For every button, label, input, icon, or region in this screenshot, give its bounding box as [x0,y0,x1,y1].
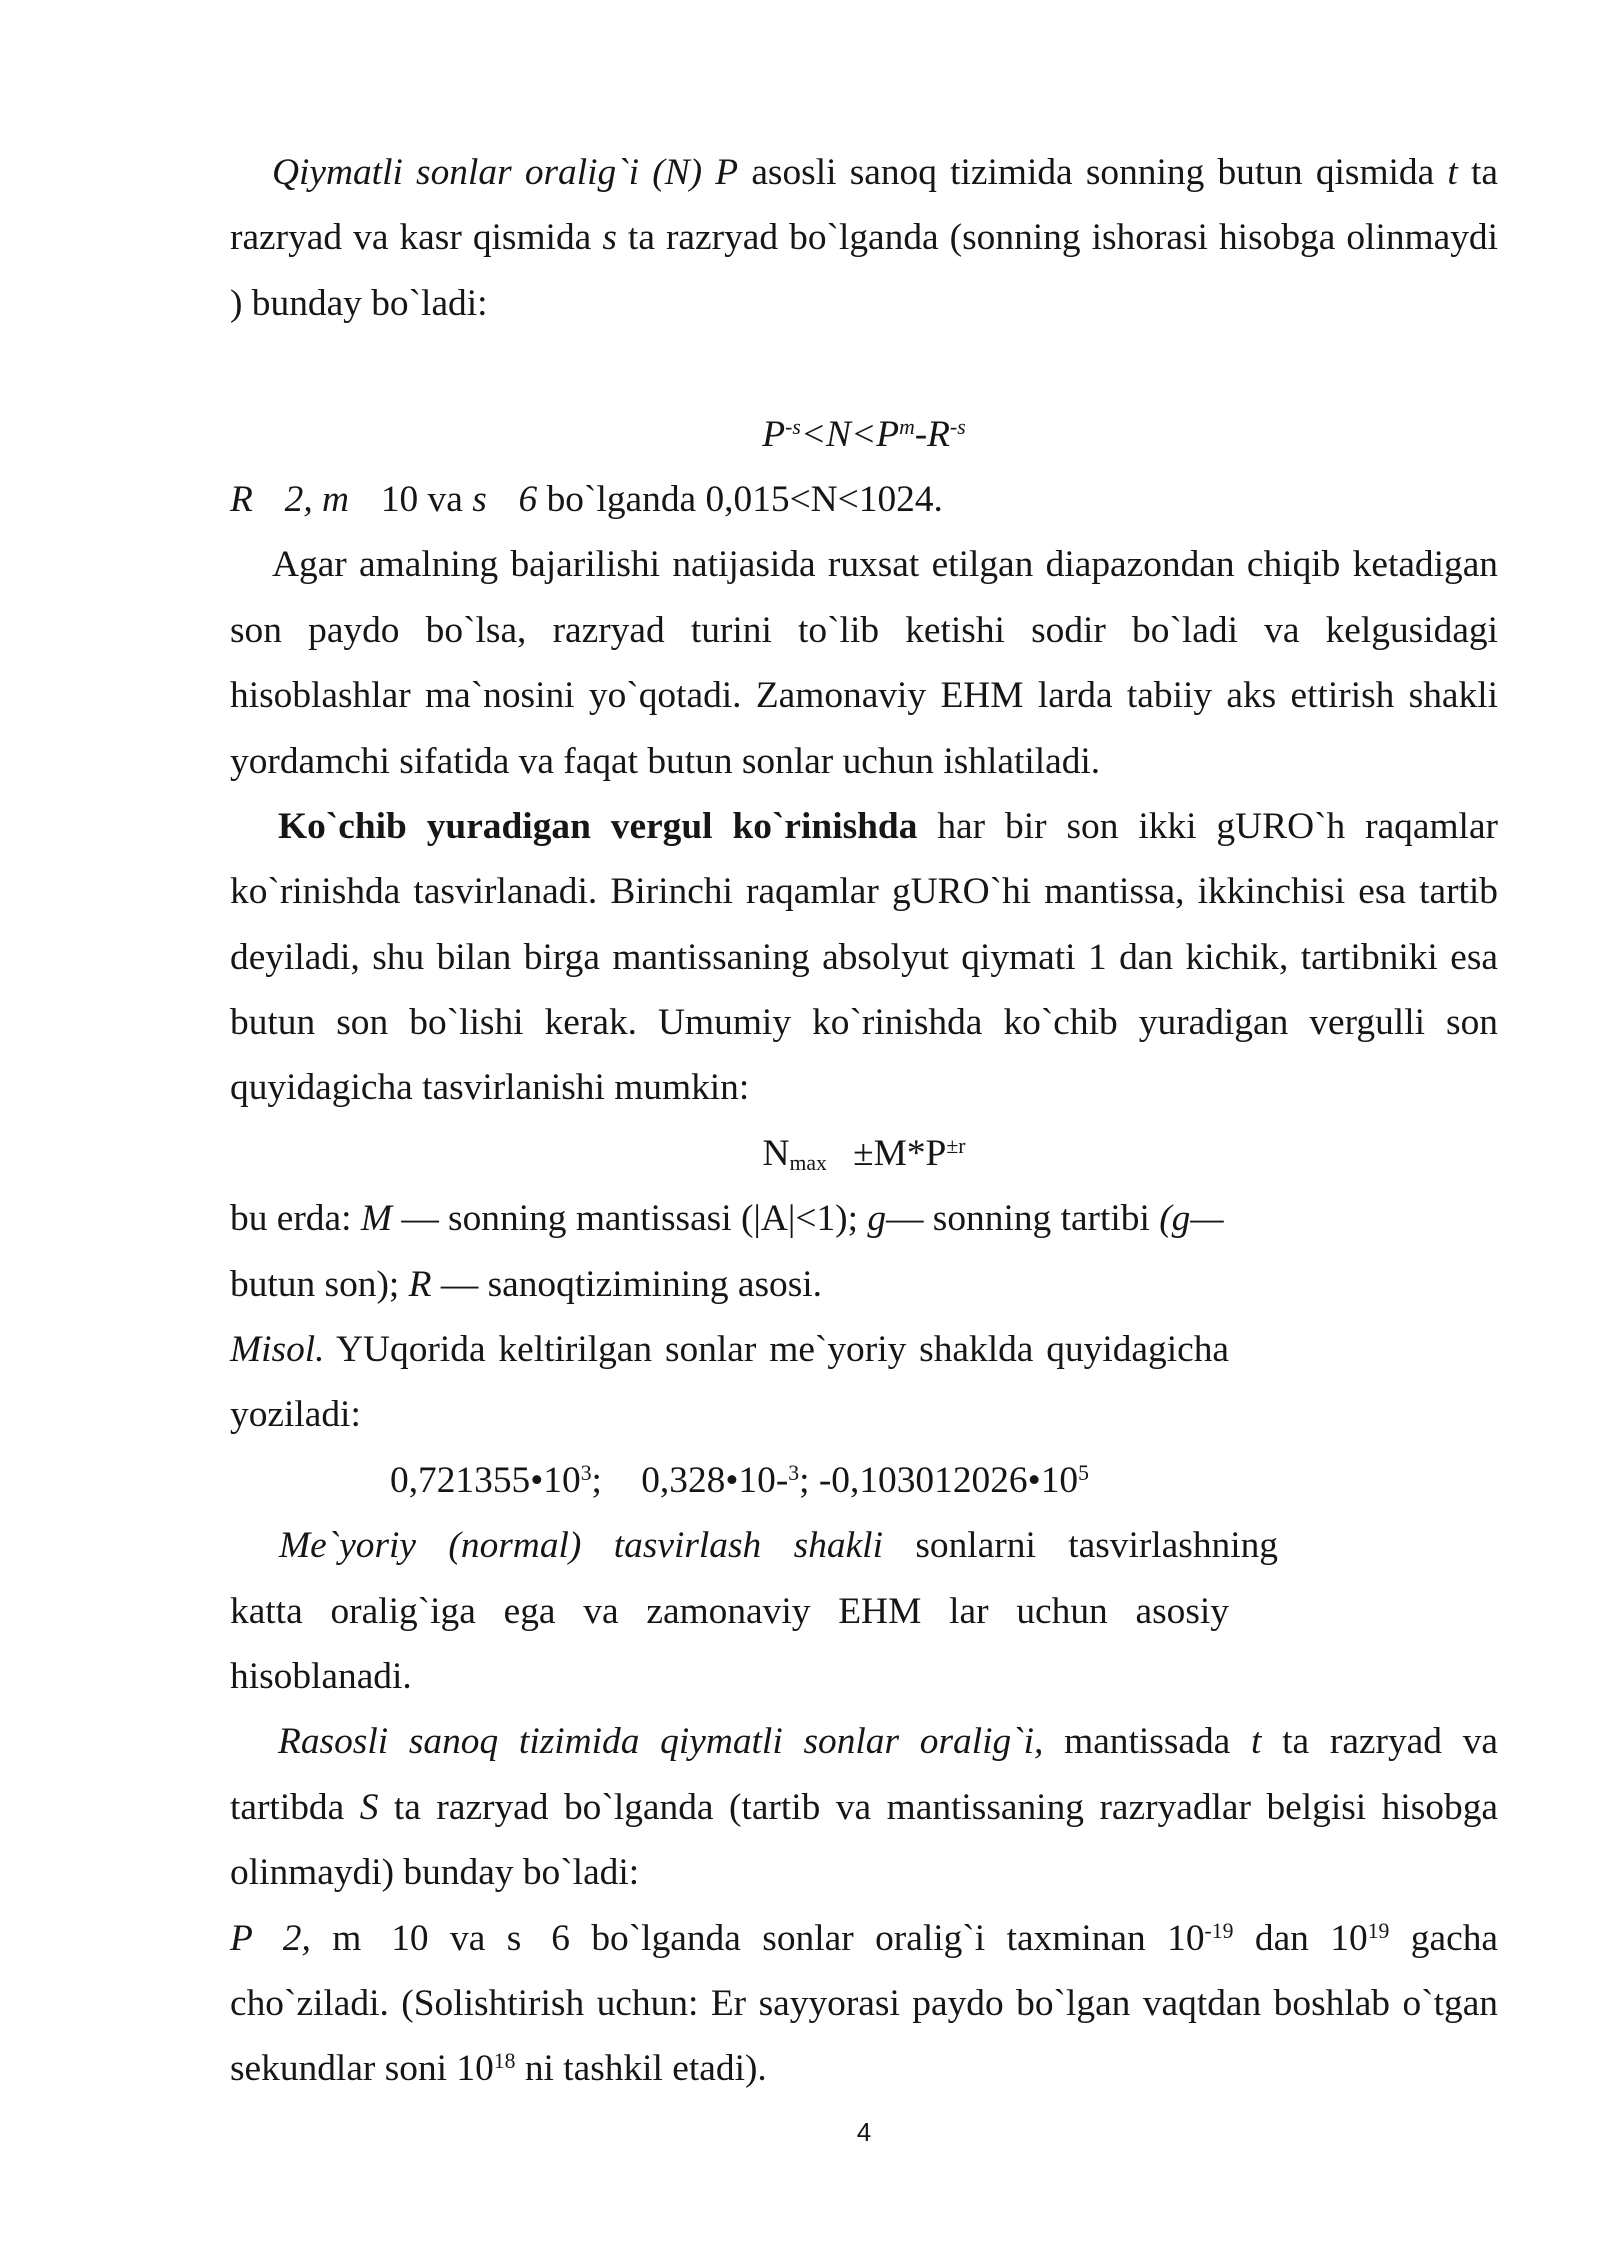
superscript: 5 [1078,1460,1089,1485]
italic-run: Rasosli sanoq tizimida qiymatli sonlar oralig`i, [278,1721,1044,1763]
italic-run: R [408,1263,432,1305]
text-run: m [310,1917,362,1959]
text-line [230,1840,1498,1905]
text-run: cho`ziladi. (Solishtirish uchun: Er sayyorasi paydo bo`lgan vaqtdan boshlab o`tgan [230,1982,1498,2024]
superscript: 18 [493,2049,516,2074]
text-run: asosli sanoq tizimida sonning butun qismida [738,152,1448,193]
text-run: olinmaydi) bunday bo`ladi: [230,1852,640,1894]
paragraph [230,140,1498,336]
text-run: bo`lganda 0,015<N<1024. [537,478,943,520]
text-run: razryad va kasr qismida [230,217,603,259]
text-line [230,1317,1229,1382]
italic-run: Misol. [230,1329,325,1371]
page-body [230,140,1498,2102]
superscript: 3 [580,1460,592,1485]
italic-run: P [230,1917,253,1959]
text-run: ta razryad bo`lganda (sonning ishorasi hisobga olinmaydi [616,217,1498,259]
italic-run: s [602,217,617,259]
text-run: deyiladi, shu bilan birga mantissaning absolyut qiymati 1 dan kichik, tartibniki esa [230,936,1498,978]
text-run: 0,721355•10 [390,1459,581,1501]
text-run: ; [591,1459,602,1501]
text-run: butun son bo`lishi kerak. Umumiy ko`rinishda ko`chib yuradigan vergulli son [230,1002,1498,1044]
text-line [230,729,1498,794]
text-line [230,2036,1498,2101]
italic-run: Qiymatli sonlar oralig`i (N) P [272,152,739,193]
text-run: gacha [1389,1917,1498,1959]
text-run: mantissada [1043,1721,1252,1763]
text-run: har bir son ikki gURO`h raqamlar [917,805,1498,847]
italic-run: (g— [1159,1198,1224,1240]
italic-run: 6 [518,478,538,520]
text-run: yoziladi: [230,1394,361,1436]
italic-run: s [472,478,487,520]
paragraph [230,794,1498,1121]
superscript: ±r [946,1133,966,1158]
superscript: m [899,414,915,439]
text-run: sonlarni tasvirlashning [882,1525,1278,1567]
text-run: N [762,1132,790,1174]
paragraph [230,1317,1498,1448]
text-run: 0,328•10- [641,1459,789,1501]
text-run: ta razryad va [1261,1721,1498,1763]
text-line [230,990,1498,1055]
italic-run: S [359,1786,379,1828]
text-run: ta [1457,152,1498,193]
text-line [230,1382,1498,1447]
superscript: 3 [788,1460,800,1485]
italic-run: P [762,413,786,455]
formula-line [230,402,1498,467]
text-run: bu erda: [230,1198,361,1240]
text-run: yordamchi sifatida va faqat butun sonlar uchun ishlatiladi. [230,740,1101,782]
paragraph [230,467,1498,532]
formula-line [230,1448,1498,1513]
paragraph [230,1709,1498,1905]
paragraph [230,1186,1498,1317]
italic-run: 2, [282,1917,311,1959]
text-line [230,532,1498,597]
text-line [230,1775,1498,1840]
text-run: 10 va [380,478,473,520]
text-run: 10 va s [391,1917,522,1959]
text-run: ko`rinishda tasvirlanadi. Birinchi raqamlar gURO`hi mantissa, ikkinchisi esa tartib [230,871,1498,913]
text-line [230,1579,1229,1644]
text-run: Agar amalning bajarilishi natijasida ruxsat etilgan diapazondan chiqib ketadigan [272,544,1498,586]
text-run: son paydo bo`lsa, razryad turini to`lib ketishi sodir bo`ladi va kelgusidagi [230,609,1498,651]
text-run: ) bunday bo`ladi: [230,282,488,324]
text-line [230,271,1498,336]
text-run: — sonning mantissasi (|A|<1); [391,1198,868,1240]
italic-run: t [1251,1721,1262,1763]
text-line [230,1709,1498,1774]
text-run: quyidagicha tasvirlanishi mumkin: [230,1067,750,1109]
text-line [230,925,1498,990]
paragraph [230,532,1498,794]
text-line [230,1252,1498,1317]
text-run: dan 10 [1233,1917,1368,1959]
subscript: max [789,1150,827,1175]
text-line [230,467,1498,532]
blank-line [230,336,1498,401]
text-run: 6 bo`lganda sonlar oralig`i taxminan 10 [551,1917,1205,1959]
superscript: -s [785,414,801,439]
superscript: -19 [1204,1918,1234,1943]
superscript: 19 [1367,1918,1390,1943]
text-line [230,140,1498,205]
text-run: YUqorida keltirilgan sonlar me`yoriy shaklda quyidagicha [324,1329,1229,1371]
text-line [230,794,1498,859]
italic-run: t [1447,152,1458,193]
italic-run: <N<P [800,413,900,455]
text-line [230,663,1498,728]
superscript: -s [950,414,966,439]
text-line [230,1906,1498,1971]
text-line [230,1971,1498,2036]
text-run: ta razryad bo`lganda (tartib va mantissaning razryadlar belgisi hisobga [378,1786,1498,1828]
text-run: ni tashkil etadi). [515,2048,767,2090]
italic-run: 2, m [284,478,350,520]
italic-run: g [867,1198,887,1240]
bold-run: Ko`chib yuradigan vergul ko`rinishda [278,805,918,847]
text-run: — sonning tartibi [886,1198,1160,1240]
text-line [230,1055,1498,1120]
text-run: tartibda [230,1786,360,1828]
paragraph [230,1906,1498,2102]
paragraph [230,1513,1498,1709]
italic-run: R [230,478,253,520]
text-line [230,598,1498,663]
formula-line [230,1121,1498,1186]
text-line [230,859,1498,924]
text-line [230,1186,1229,1251]
text-run: hisoblashlar ma`nosini yo`qotadi. Zamonaviy EHM larda tabiiy aks ettirish shakli [230,675,1498,717]
text-run: ; -0,103012026•10 [799,1459,1079,1501]
text-line [230,1644,1498,1709]
page-number: 4 [856,2117,872,2147]
text-run: — sanoqtizimining asosi. [431,1263,823,1305]
text-run: ±M*P [853,1132,947,1174]
italic-run: -R [914,413,951,455]
italic-run: Me`yoriy (normal) tasvirlash shakli [279,1525,883,1567]
text-run: butun son); [230,1263,409,1305]
text-line [230,205,1498,270]
text-line [230,1513,1278,1578]
italic-run: M [360,1198,392,1240]
text-run: katta oralig`iga ega va zamonaviy EHM lar uchun asosiy [230,1590,1229,1632]
text-run: hisoblanadi. [230,1655,412,1697]
text-run: sekundlar soni 10 [230,2048,494,2090]
